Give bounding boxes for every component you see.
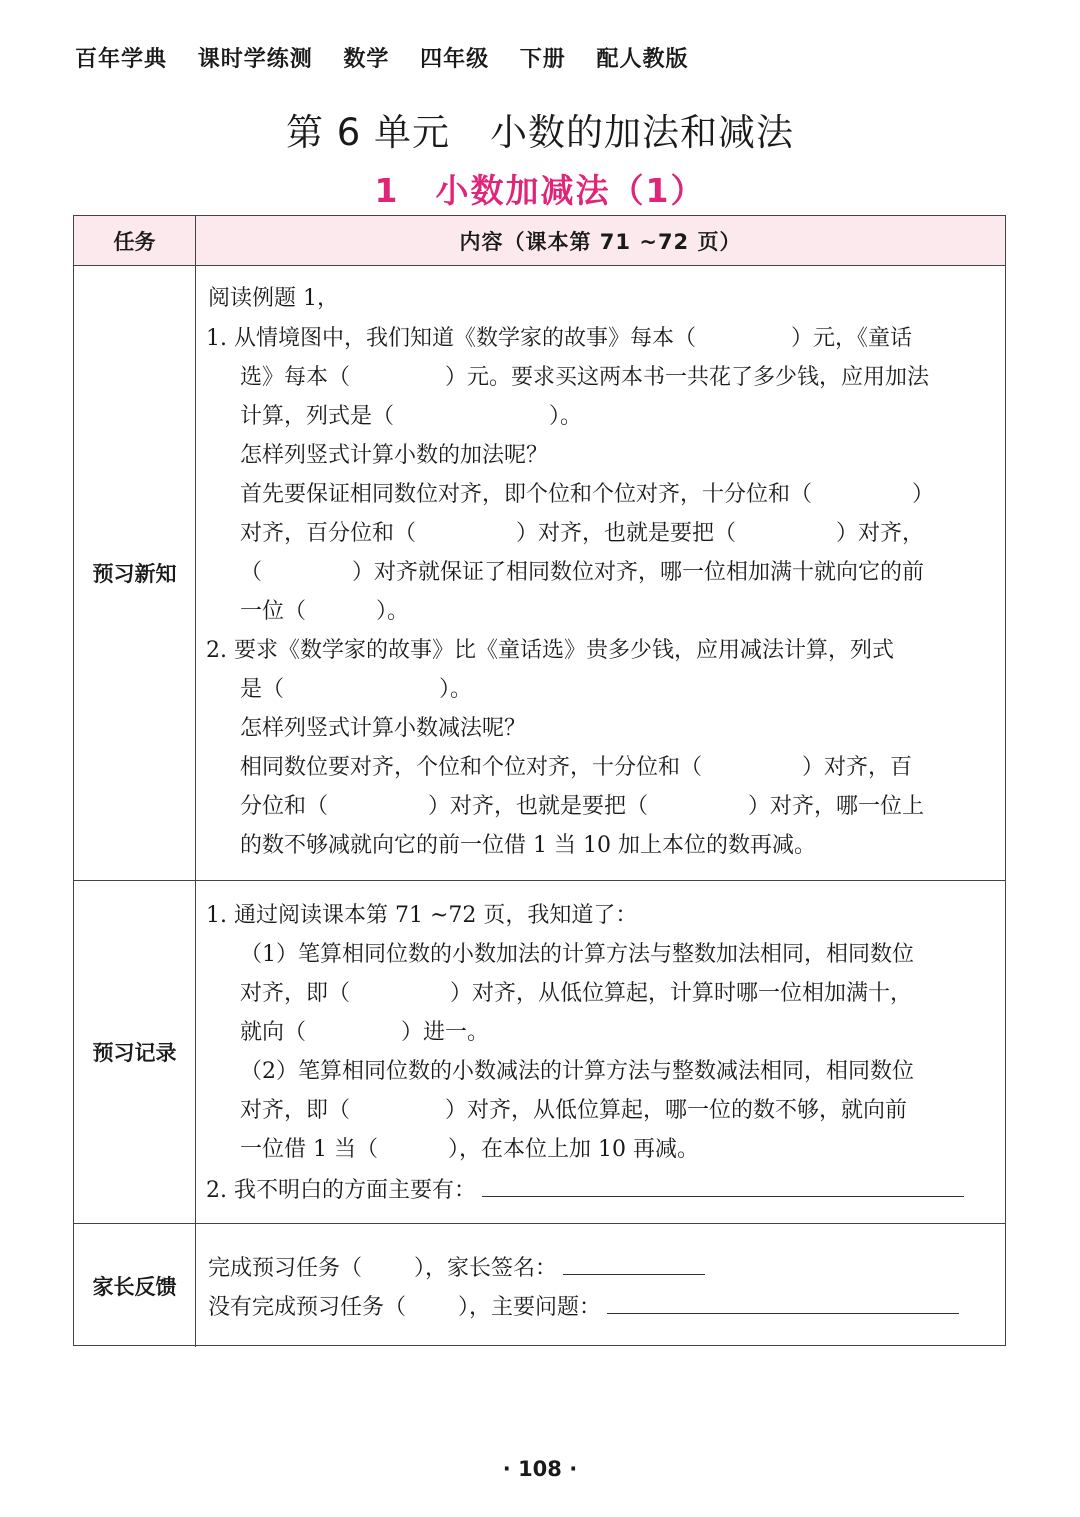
page-number: · 108 · xyxy=(502,1457,578,1481)
text-line xyxy=(240,558,924,588)
text-segment: 1. 从情境图中，我们知道《数学家的故事》每本（ xyxy=(206,326,696,351)
text-line xyxy=(240,363,929,393)
text-line xyxy=(240,753,912,783)
text-line xyxy=(240,979,912,1009)
unit-name: 小数的加法和减法 xyxy=(490,111,795,154)
text-line: 2. 要求《数学家的故事》比《童话选》贵多少钱，应用减法计算，列式 xyxy=(206,638,894,663)
content-header-cell xyxy=(196,216,1005,265)
text-segment: ），主要问题： xyxy=(458,1295,602,1320)
text-line xyxy=(240,1096,907,1126)
text-segment: 就向（ xyxy=(240,1020,307,1045)
text-line: 的数不够减就向它的前一位借 1 当 10 加上本位的数再减。 xyxy=(240,833,816,858)
text-line xyxy=(208,1252,705,1284)
text-segment: 一位（ xyxy=(240,599,307,624)
text-segment: ）对齐，也就是要把（ xyxy=(516,521,737,546)
text-line: 怎样列竖式计算小数的加法呢？ xyxy=(240,443,549,468)
answer-underline[interactable] xyxy=(482,1174,964,1197)
text-segment: ），家长签名： xyxy=(414,1256,558,1281)
text-segment: ）对齐，从低位算起，哪一位的数不够，就向前 xyxy=(445,1098,908,1123)
text-segment: ）对齐，也就是要把（ xyxy=(428,794,649,819)
text-segment: ）。 xyxy=(376,599,410,624)
text-segment: ）。 xyxy=(439,677,473,702)
text-segment: 选》每本（ xyxy=(240,365,351,390)
task-label: 预习记录 xyxy=(74,881,196,1223)
text-segment: ），在本位上加 10 再减。 xyxy=(447,1137,699,1162)
header-volume: 下册 xyxy=(519,47,566,72)
text-line xyxy=(240,519,924,549)
text-line xyxy=(206,324,912,354)
text-segment: 计算，列式是（ xyxy=(240,404,395,429)
lesson-number: 1 xyxy=(374,171,400,210)
text-line: （1）笔算相同位数的小数加法的计算方法与整数加法相同，相同数位 xyxy=(240,942,914,967)
section-content xyxy=(196,266,1005,880)
text-segment: ）元。要求买这两本书一共花了多少钱，应用加法 xyxy=(445,365,930,390)
text-line xyxy=(240,1018,489,1048)
header-grade: 四年级 xyxy=(420,47,490,72)
task-label: 预习新知 xyxy=(74,266,196,880)
section-content xyxy=(196,1224,1005,1347)
signature-underline[interactable] xyxy=(563,1252,705,1275)
text-segment: ）对齐，哪一位上 xyxy=(748,794,925,819)
unit-title xyxy=(0,102,1080,156)
lesson-title xyxy=(0,165,1080,212)
text-line: （2）笔算相同位数的小数减法的计算方法与整数减法相同，相同数位 xyxy=(240,1059,914,1084)
text-segment: ）对齐，从低位算起，计算时哪一位相加满十， xyxy=(450,981,913,1006)
table-header-row xyxy=(74,216,1005,266)
text-segment: ）对齐就保证了相同数位对齐，哪一位相加满十就向它的前 xyxy=(352,560,925,585)
problem-underline[interactable] xyxy=(607,1291,959,1314)
text-line xyxy=(240,1135,699,1165)
text-line xyxy=(240,597,409,627)
text-segment: 2. 我不明白的方面主要有： xyxy=(206,1178,476,1203)
section-parent-feedback xyxy=(74,1224,1005,1347)
text-segment: 是（ xyxy=(240,677,285,702)
text-line xyxy=(240,792,924,822)
text-line: 阅读例题 1， xyxy=(208,286,339,311)
text-line xyxy=(240,480,934,510)
header-subject: 数学 xyxy=(343,47,390,72)
text-segment: 完成预习任务（ xyxy=(208,1256,363,1281)
preview-table xyxy=(73,215,1006,1346)
text-line xyxy=(208,1291,959,1323)
text-segment: ） xyxy=(912,482,935,507)
text-segment: ）对齐，百 xyxy=(802,755,913,780)
lesson-name: 小数加减法（1） xyxy=(435,171,706,210)
header-series: 百年学典 xyxy=(75,47,168,72)
col-content-header: 内容（课本第 71 ~72 页） xyxy=(459,229,742,254)
text-segment: 相同数位要对齐，个位和个位对齐，十分位和（ xyxy=(240,755,703,780)
text-segment: 没有完成预习任务（ xyxy=(208,1295,407,1320)
text-line xyxy=(240,402,582,432)
text-segment: ）进一。 xyxy=(401,1020,490,1045)
section-content xyxy=(196,881,1005,1223)
task-label: 家长反馈 xyxy=(74,1224,196,1347)
header-edition: 配人教版 xyxy=(596,47,689,72)
text-segment: 对齐，即（ xyxy=(240,1098,351,1123)
text-segment: 对齐，百分位和（ xyxy=(240,521,417,546)
section-preview-record xyxy=(74,881,1005,1224)
header-book: 课时学练测 xyxy=(197,47,313,72)
unit-number: 第 6 单元 xyxy=(285,111,451,154)
text-line: 1. 通过阅读课本第 71 ~72 页，我知道了： xyxy=(206,903,638,928)
section-preview-new xyxy=(74,266,1005,881)
text-segment: ）。 xyxy=(549,404,583,429)
text-segment: 一位借 1 当（ xyxy=(240,1137,378,1162)
book-header xyxy=(75,42,710,73)
text-line: 怎样列竖式计算小数减法呢？ xyxy=(240,716,527,741)
text-segment: 对齐，即（ xyxy=(240,981,351,1006)
col-task-header: 任务 xyxy=(74,216,196,265)
text-line xyxy=(240,675,472,705)
text-segment: 分位和（ xyxy=(240,794,329,819)
text-segment: ）对齐， xyxy=(836,521,925,546)
text-line xyxy=(206,1174,964,1206)
text-segment: 首先要保证相同数位对齐，即个位和个位对齐，十分位和（ xyxy=(240,482,813,507)
text-segment: （ xyxy=(240,560,263,585)
text-segment: ）元，《童话 xyxy=(791,326,913,351)
